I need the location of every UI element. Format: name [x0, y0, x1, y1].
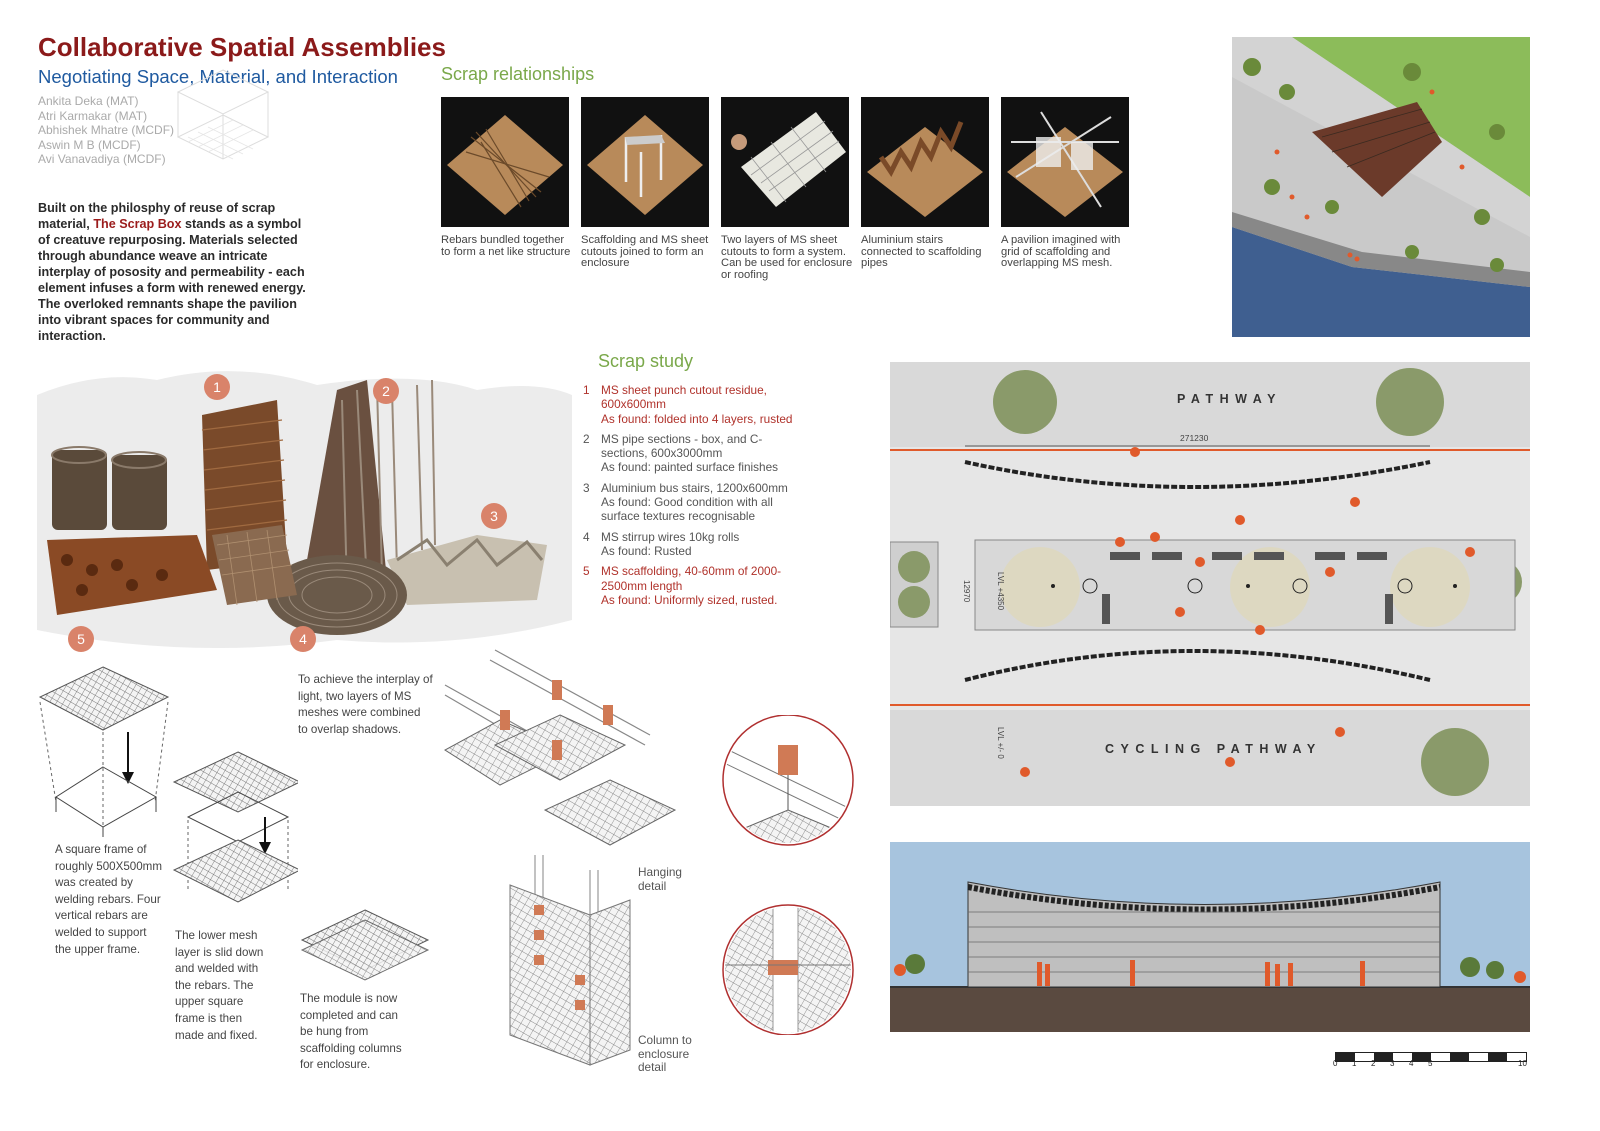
relationship-caption: Aluminium stairs connected to scaffolding pipes: [861, 234, 982, 269]
study-found: As found: Rusted: [601, 543, 692, 558]
study-found: As found: painted surface finishes: [601, 460, 779, 475]
step3-caption: The module is now completed and can be hung from scaffolding columns for enclosure.: [300, 992, 402, 1072]
study-number: 2: [583, 431, 590, 446]
relationship-photo: [721, 97, 849, 227]
study-item: [583, 481, 798, 524]
scale-tick: 4: [1409, 1059, 1414, 1068]
study-description: Aluminium bus stairs, 1200x600mm: [601, 480, 788, 495]
study-item: [583, 383, 798, 426]
author-name: Aswin M B (MCDF): [38, 137, 141, 152]
pile-badge-1: 1: [204, 374, 230, 400]
relationship-caption: Rebars bundled together to form a net like structure: [441, 234, 571, 258]
intro-text: Built on the philosphy of reuse of scrap material,: [38, 201, 276, 231]
study-item: [583, 530, 798, 559]
scale-tick: 2: [1371, 1059, 1376, 1068]
study-number: 5: [583, 564, 590, 579]
author-name: Abhishek Mhatre (MCDF): [38, 123, 175, 138]
site-plan: [890, 362, 1530, 806]
relationship-caption: A pavilion imagined with grid of scaffolding and overlapping MS mesh.: [1001, 234, 1121, 269]
relationship-caption: Two layers of MS sheet cutouts to form a system. Can be used for enclosure or roofing: [721, 234, 853, 281]
step1-caption: A square frame of roughly 500X500mm was created by welding rebars. Four vertical rebars are welded to support the upper frame.: [55, 843, 162, 956]
study-item: [583, 432, 798, 475]
page-title: Collaborative Spatial Assemblies: [38, 32, 446, 62]
author-name: Atri Karmakar (MAT): [38, 108, 148, 123]
study-item: [583, 564, 798, 607]
plan-level-top: LVL +4350: [996, 572, 1005, 611]
relationship-photo: [1001, 97, 1129, 227]
mesh-module-ghost: [168, 60, 278, 170]
page-subtitle: Negotiating Space, Material, and Interaction: [38, 66, 398, 87]
scrap-study-list: [583, 383, 798, 613]
column-detail-label: Column to enclosure detail: [638, 1033, 692, 1075]
relationship-caption: Scaffolding and MS sheet cutouts joined to form an enclosure: [581, 234, 709, 269]
plan-length-dimension: 271230: [1180, 433, 1209, 443]
scale-tick: 10: [1518, 1059, 1527, 1068]
elevation-render: [890, 842, 1530, 1032]
aerial-render: [1232, 37, 1530, 337]
pathway-label: PATHWAY: [1177, 392, 1282, 406]
relationship-photo: [861, 97, 989, 227]
hanging-detail-drawing: [440, 645, 710, 1075]
relationship-photo: [581, 97, 709, 227]
plan-level-bottom: LVL +/- 0: [996, 727, 1005, 759]
scale-tick: 3: [1390, 1059, 1395, 1068]
plan-width-dimension: 12970: [962, 580, 971, 603]
study-description: MS pipe sections - box, and C-sections, 600x3000mm: [601, 431, 763, 461]
pile-badge-2: 2: [373, 378, 399, 404]
mesh-overlap-note: To achieve the interplay of light, two layers of MS meshes were combined to overlap shadows.: [298, 673, 433, 736]
completed-module-diagram: [300, 905, 435, 985]
pile-badge-5: 5: [68, 626, 94, 652]
pile-badge-4: 4: [290, 626, 316, 652]
hanging-detail-label: Hanging detail: [638, 865, 682, 893]
scrap-relationships-title: Scrap relationships: [441, 64, 595, 84]
scale-tick: 5: [1428, 1059, 1433, 1068]
detail-callouts: [718, 715, 863, 1035]
scrap-study-title: Scrap study: [598, 351, 694, 371]
study-description: MS sheet punch cutout residue, 600x600mm: [601, 383, 767, 412]
author-name: Avi Vanavadiya (MCDF): [38, 152, 166, 167]
author-name: Ankita Deka (MAT): [38, 94, 139, 108]
project-name: The Scrap Box: [93, 217, 182, 231]
step2-caption: The lower mesh layer is slid down and welded with the rebars. The upper square frame is then made and fixed.: [175, 929, 264, 1042]
study-number: 3: [583, 480, 590, 495]
study-found: As found: Uniformly sized, rusted.: [601, 592, 778, 607]
scale-tick: 0: [1333, 1059, 1338, 1068]
intro-paragraph: [38, 200, 310, 344]
study-number: 4: [583, 529, 590, 544]
cycling-pathway-label: CYCLING PATHWAY: [1105, 742, 1322, 756]
author-list: [38, 94, 174, 167]
study-found: As found: folded into 4 layers, rusted: [601, 411, 793, 426]
study-found: As found: Good condition with all surface textures recognisable: [601, 495, 773, 524]
relationship-photo: [441, 97, 569, 227]
scale-tick: 1: [1352, 1059, 1357, 1068]
intro-text: stands as a symbol of creatuve repurposing. Materials selected through abundance weave an intricate interplay of pososity and permeability - each element infuses a form with renewed energy. The overloked remnants shape the pavilion into vibrant spaces for community and interaction.: [38, 217, 306, 343]
study-number: 1: [583, 383, 590, 397]
study-description: MS stirrup wires 10kg rolls: [601, 529, 740, 544]
pile-badge-3: 3: [481, 503, 507, 529]
study-description: MS scaffolding, 40-60mm of 2000-2500mm length: [601, 564, 782, 593]
